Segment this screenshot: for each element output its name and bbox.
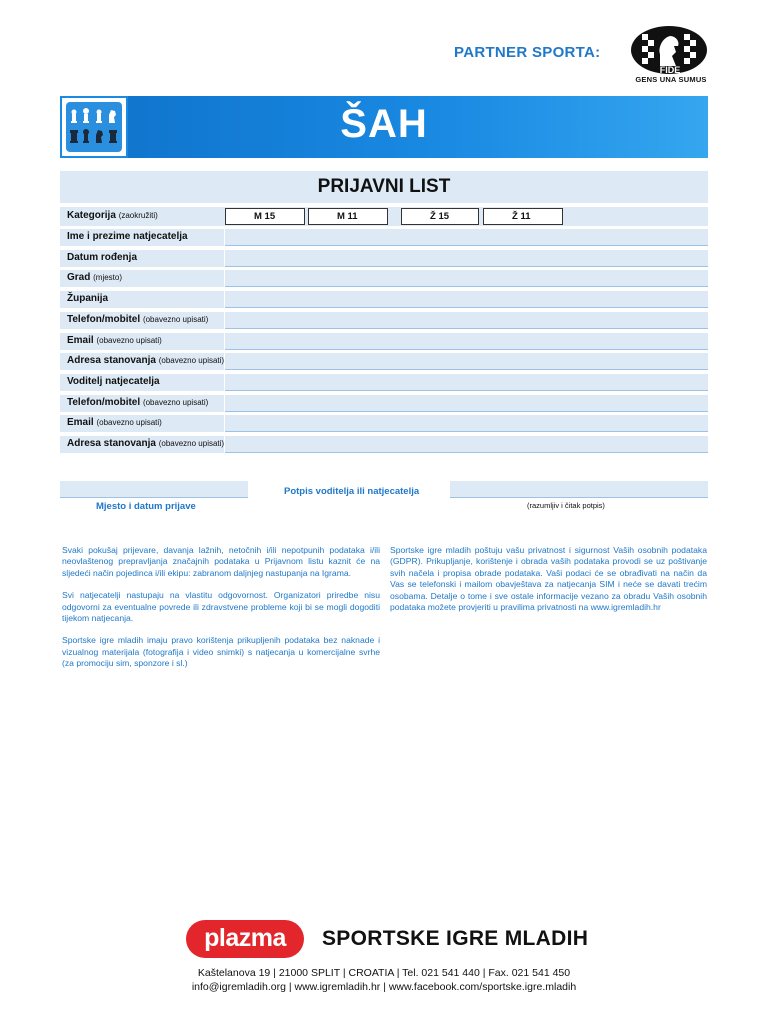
field-input[interactable] <box>225 250 708 267</box>
place-date-label: Mjesto i datum prijave <box>96 501 196 512</box>
field-input[interactable] <box>225 333 708 350</box>
category-option-z11[interactable]: Ž 11 <box>483 208 563 225</box>
field-hint: (mjesto) <box>93 273 123 283</box>
signature-label: Potpis voditelja ili natjecatelja <box>284 486 420 497</box>
field-label <box>60 415 224 432</box>
plazma-logo <box>186 920 304 958</box>
field-input[interactable] <box>225 436 708 453</box>
field-input[interactable] <box>225 312 708 329</box>
field-label <box>60 270 224 287</box>
field-label-text: Adresa stanovanja <box>67 438 156 449</box>
field-label-text: Grad <box>67 272 91 284</box>
form-title: PRIJAVNI LIST <box>60 171 708 203</box>
field-input[interactable] <box>225 270 708 287</box>
category-option-m11[interactable]: M 11 <box>308 208 388 225</box>
form-row <box>60 333 708 350</box>
field-label <box>60 229 224 246</box>
note-fraud: Svaki pokušaj prijevare, davanja lažnih, netočnih i/ili nepotpunih podataka i/ili neovlaštenog prepravljanja značajnih podataka u Prijavnom listu kaznit će na sljedeći način pojedinca i/ili ekipu: zabranom daljnjeg nastupanja na Igrama. <box>62 545 380 578</box>
field-label-text: Datum rođenja <box>67 251 138 263</box>
field-label <box>60 436 224 453</box>
footer-contact <box>0 966 768 994</box>
footer-brand: SPORTSKE IGRE MLADIH <box>322 927 589 950</box>
field-label-text: Telefon/mobitel <box>67 313 141 325</box>
note-media-rights: Sportske igre mladih imaju pravo korištenja prikupljenih podataka bez naknade i vizualnog materijala (fotografija i video snimki) s natjecanja u komercijalne svrhe (za promociju sim, sponzore i sl.) <box>62 635 380 669</box>
form-row <box>60 250 708 267</box>
form-row <box>60 291 708 308</box>
fide-motto: GENS UNA SUMUS <box>635 75 707 84</box>
form-row <box>60 229 708 246</box>
field-label-text: Adresa stanovanja <box>67 355 156 367</box>
field-hint: (obavezno upisati) <box>96 418 162 428</box>
field-label <box>60 395 224 412</box>
form-row <box>60 395 708 412</box>
field-label-text: Županija <box>67 293 109 305</box>
field-label <box>60 374 224 391</box>
field-input[interactable] <box>225 395 708 412</box>
form-row <box>60 312 708 329</box>
field-hint: (obavezno upisati) <box>142 397 209 407</box>
field-hint: (obavezno upisati) <box>158 356 224 366</box>
field-label <box>60 353 224 370</box>
notes-left <box>62 545 380 681</box>
field-input[interactable] <box>225 353 708 370</box>
notes-right <box>390 545 707 624</box>
field-hint: (obavezno upisati) <box>158 439 224 448</box>
note-responsibility: Svi natjecatelji nastupaju na vlastitu odgovornost. Organizatori priredbe nisu odgovorni za eventualne povrede ili zdravstvene probleme koji bi se mogli dogoditi tijekom natjecanja. <box>62 590 380 624</box>
footer-web: info@igremladih.org | www.igremladih.hr | www.facebook.com/sportske.igre.mladih <box>191 981 577 993</box>
field-label-text: Email <box>67 417 94 429</box>
fide-logo-text: FIDE <box>659 65 681 75</box>
signature-note: (razumljiv i čitak potpis) <box>527 501 605 510</box>
title-banner <box>60 96 708 158</box>
field-label-text: Ime i prezime natjecatelja <box>67 231 188 242</box>
place-date-field[interactable] <box>60 481 248 498</box>
field-label-text: Email <box>67 334 94 346</box>
category-row <box>60 207 708 226</box>
field-input[interactable] <box>225 415 708 432</box>
page-title: ŠAH <box>340 102 428 146</box>
signature-field[interactable] <box>450 481 708 498</box>
field-hint: (obavezno upisati) <box>96 335 162 345</box>
partner-label: PARTNER SPORTA: <box>454 44 601 61</box>
form-row <box>60 436 708 453</box>
form-row <box>60 270 708 287</box>
field-label <box>60 291 224 308</box>
category-hint: (zaokružiti) <box>118 211 158 220</box>
form-row <box>60 353 708 370</box>
note-gdpr: Sportske igre mladih poštuju vašu privatnost i sigurnost Vaših osobnih podataka (GDPR). Prikupljanje, korištenje i obrada vaših podataka provodi se uz poštivanje svih načela i propisa obrade podataka. Vaši podaci će se obrađivati na način da Vas se telefonski i mailom obavještava za natjecanja SIM i neće se davati trećim osobama. Detalje o tome i sve ostale informacije vezano za obradu Vaših osobnih podataka možete provjeriti u pravilima privatnosti na www.igremladih.hr <box>390 545 707 613</box>
chess-pieces-icon <box>60 96 128 158</box>
field-input[interactable] <box>225 374 708 391</box>
field-input[interactable] <box>225 291 708 308</box>
category-label-text: Kategorija <box>67 210 116 221</box>
category-option-z15[interactable]: Ž 15 <box>401 208 479 225</box>
footer-address: Kaštelanova 19 | 21000 SPLIT | CROATIA | Tel. 021 541 440 | Fax. 021 541 450 <box>197 967 571 979</box>
form-row <box>60 415 708 432</box>
field-label <box>60 312 224 329</box>
field-label <box>60 333 224 350</box>
field-label-text: Telefon/mobitel <box>67 396 141 408</box>
field-label <box>60 250 224 267</box>
category-label <box>67 210 158 221</box>
field-hint: (obavezno upisati) <box>142 314 209 324</box>
field-label-text: Voditelj natjecatelja <box>67 375 160 387</box>
plazma-logo-text: plazma <box>204 924 286 952</box>
form-row <box>60 374 708 391</box>
category-option-m15[interactable]: M 15 <box>225 208 305 225</box>
field-input[interactable] <box>225 229 708 246</box>
